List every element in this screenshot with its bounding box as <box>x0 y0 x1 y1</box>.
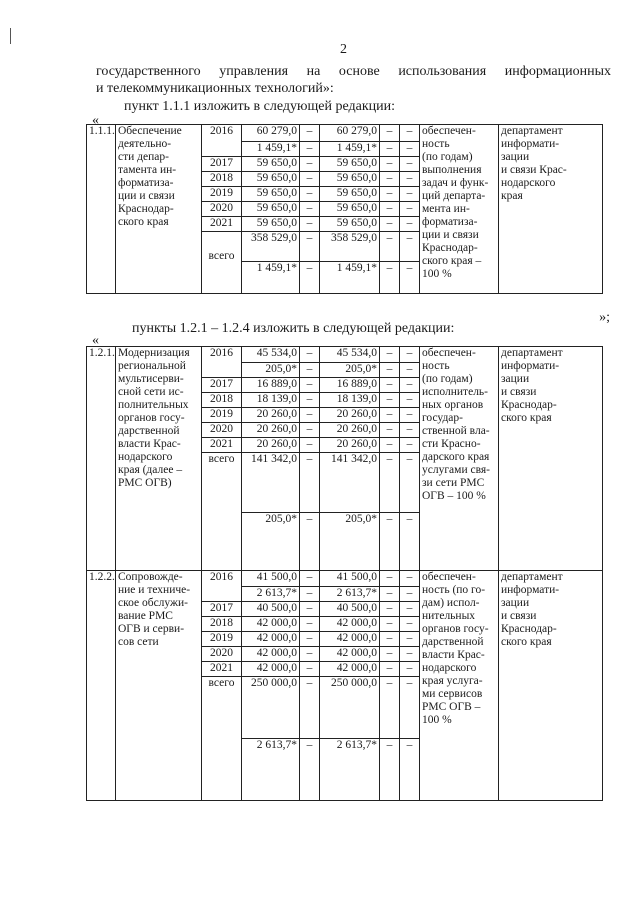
year-cell: 2019 <box>202 187 242 202</box>
dash-cell: – <box>400 587 420 602</box>
amount-regional: 59 650,0 <box>320 172 380 187</box>
total-label: всего <box>202 232 242 294</box>
amount-regional: 20 260,0 <box>320 438 380 453</box>
amount-regional: 42 000,0 <box>320 617 380 632</box>
dash-cell: – <box>380 677 400 739</box>
year-cell: 2021 <box>202 662 242 677</box>
dash-cell: – <box>400 453 420 513</box>
amount-regional: 20 260,0 <box>320 423 380 438</box>
indicator-text: обеспечен- ность (по годам) выполнения задач и функ- ций департа- мента ин- форматиза- ции и связи Краснодар- ского края – 100 % <box>420 125 499 294</box>
amount-total: 205,0* <box>242 363 300 378</box>
dash-cell: – <box>400 423 420 438</box>
dash-cell: – <box>400 232 420 262</box>
dash-cell: – <box>400 393 420 408</box>
dash-cell: – <box>380 217 400 232</box>
dash-cell: – <box>400 513 420 571</box>
year-cell: 2016 <box>202 347 242 378</box>
intro-line-2: и телекоммуникационных технологий»: <box>96 81 334 96</box>
amount-total: 205,0* <box>242 513 300 571</box>
dash-cell: – <box>400 662 420 677</box>
quote-open-2: « <box>92 333 99 348</box>
amount-total: 20 260,0 <box>242 438 300 453</box>
dash-cell: – <box>400 571 420 587</box>
amount-regional: 59 650,0 <box>320 157 380 172</box>
dash-cell: – <box>380 438 400 453</box>
dash-cell: – <box>380 347 400 363</box>
dash-cell: – <box>380 125 400 142</box>
dash-cell: – <box>380 408 400 423</box>
year-cell: 2020 <box>202 423 242 438</box>
dash-cell: – <box>300 438 320 453</box>
amount-regional: 205,0* <box>320 363 380 378</box>
dash-cell: – <box>400 347 420 363</box>
dash-cell: – <box>380 378 400 393</box>
dash-cell: – <box>300 347 320 363</box>
dash-cell: – <box>400 262 420 294</box>
table-points-121-124 <box>86 346 603 801</box>
dash-cell: – <box>380 662 400 677</box>
amount-total: 1 459,1* <box>242 142 300 157</box>
amount-total: 45 534,0 <box>242 347 300 363</box>
dash-cell: – <box>300 587 320 602</box>
dash-cell: – <box>300 393 320 408</box>
dash-cell: – <box>300 602 320 617</box>
year-cell: 2019 <box>202 408 242 423</box>
year-cell: 2021 <box>202 217 242 232</box>
amount-regional: 45 534,0 <box>320 347 380 363</box>
amount-total: 20 260,0 <box>242 408 300 423</box>
dash-cell: – <box>380 647 400 662</box>
dash-cell: – <box>380 571 400 587</box>
year-cell: 2020 <box>202 647 242 662</box>
amount-regional: 59 650,0 <box>320 217 380 232</box>
dash-cell: – <box>400 408 420 423</box>
dash-cell: – <box>300 232 320 262</box>
amount-total: 20 260,0 <box>242 423 300 438</box>
dash-cell: – <box>300 125 320 142</box>
amount-total: 18 139,0 <box>242 393 300 408</box>
dash-cell: – <box>380 157 400 172</box>
dash-cell: – <box>400 677 420 739</box>
dash-cell: – <box>380 363 400 378</box>
dash-cell: – <box>380 739 400 801</box>
dash-cell: – <box>400 142 420 157</box>
amount-regional: 42 000,0 <box>320 662 380 677</box>
dash-cell: – <box>300 187 320 202</box>
amount-total: 2 613,7* <box>242 587 300 602</box>
dash-cell: – <box>300 677 320 739</box>
dash-cell: – <box>300 662 320 677</box>
amount-total: 42 000,0 <box>242 647 300 662</box>
executor-text: департамент информати- зации и связи Крас- нодарского края <box>499 125 603 294</box>
dash-cell: – <box>300 571 320 587</box>
dash-cell: – <box>380 172 400 187</box>
table-point-111 <box>86 124 603 294</box>
dash-cell: – <box>300 647 320 662</box>
amount-total: 59 650,0 <box>242 217 300 232</box>
dash-cell: – <box>300 363 320 378</box>
margin-mark <box>10 28 11 44</box>
amount-regional: 205,0* <box>320 513 380 571</box>
dash-cell: – <box>380 513 400 571</box>
amount-total: 1 459,1* <box>242 262 300 294</box>
amount-regional: 2 613,7* <box>320 739 380 801</box>
year-cell: 2017 <box>202 378 242 393</box>
dash-cell: – <box>400 739 420 801</box>
amount-regional: 358 529,0 <box>320 232 380 262</box>
point-111-instruction: пункт 1.1.1 изложить в следующей редакции: <box>124 99 395 114</box>
amount-regional: 59 650,0 <box>320 202 380 217</box>
dash-cell: – <box>300 423 320 438</box>
item-code: 1.2.1. <box>87 347 116 571</box>
total-label: всего <box>202 453 242 571</box>
total-label: всего <box>202 677 242 801</box>
year-cell: 2018 <box>202 172 242 187</box>
amount-total: 358 529,0 <box>242 232 300 262</box>
points-121-124-instruction: пункты 1.2.1 – 1.2.4 изложить в следующей редакции: <box>132 321 455 336</box>
dash-cell: – <box>380 232 400 262</box>
dash-cell: – <box>300 617 320 632</box>
dash-cell: – <box>300 513 320 571</box>
amount-total: 60 279,0 <box>242 125 300 142</box>
amount-regional: 1 459,1* <box>320 142 380 157</box>
amount-regional: 40 500,0 <box>320 602 380 617</box>
dash-cell: – <box>380 423 400 438</box>
executor-text: департамент информати- зации и связи Краснодар- ского края <box>499 571 603 801</box>
quote-close: »; <box>599 310 610 325</box>
item-code: 1.2.2. <box>87 571 116 801</box>
year-cell: 2020 <box>202 202 242 217</box>
dash-cell: – <box>300 453 320 513</box>
dash-cell: – <box>300 632 320 647</box>
amount-total: 2 613,7* <box>242 739 300 801</box>
amount-regional: 141 342,0 <box>320 453 380 513</box>
dash-cell: – <box>400 363 420 378</box>
amount-regional: 2 613,7* <box>320 587 380 602</box>
item-name: Сопровожде- ние и техниче- ское обслужи- вание РМС ОГВ и серви- сов сети <box>116 571 202 801</box>
dash-cell: – <box>380 393 400 408</box>
amount-regional: 59 650,0 <box>320 187 380 202</box>
amount-total: 59 650,0 <box>242 157 300 172</box>
dash-cell: – <box>380 453 400 513</box>
dash-cell: – <box>300 739 320 801</box>
executor-text: департамент информати- зации и связи Краснодар- ского края <box>499 347 603 571</box>
dash-cell: – <box>380 602 400 617</box>
amount-total: 16 889,0 <box>242 378 300 393</box>
dash-cell: – <box>300 157 320 172</box>
dash-cell: – <box>400 217 420 232</box>
dash-cell: – <box>300 202 320 217</box>
intro-line-1: государственного управления на основе использования информационных <box>96 64 611 79</box>
amount-regional: 250 000,0 <box>320 677 380 739</box>
dash-cell: – <box>400 172 420 187</box>
dash-cell: – <box>400 378 420 393</box>
amount-regional: 41 500,0 <box>320 571 380 587</box>
dash-cell: – <box>300 217 320 232</box>
dash-cell: – <box>300 262 320 294</box>
item-name: Модернизация региональной мультисерви- сной сети ис- полнительных органов госу- дарственной власти Крас- нодарского края (далее – РМС ОГВ) <box>116 347 202 571</box>
item-code: 1.1.1. <box>87 125 116 294</box>
dash-cell: – <box>380 587 400 602</box>
dash-cell: – <box>400 647 420 662</box>
year-cell: 2016 <box>202 125 242 157</box>
amount-regional: 16 889,0 <box>320 378 380 393</box>
dash-cell: – <box>400 632 420 647</box>
year-cell: 2018 <box>202 393 242 408</box>
quote-open-1: « <box>92 113 99 128</box>
amount-regional: 20 260,0 <box>320 408 380 423</box>
year-cell: 2016 <box>202 571 242 602</box>
amount-regional: 60 279,0 <box>320 125 380 142</box>
amount-total: 59 650,0 <box>242 202 300 217</box>
dash-cell: – <box>400 438 420 453</box>
dash-cell: – <box>300 142 320 157</box>
amount-regional: 42 000,0 <box>320 632 380 647</box>
dash-cell: – <box>400 125 420 142</box>
amount-total: 40 500,0 <box>242 602 300 617</box>
amount-regional: 18 139,0 <box>320 393 380 408</box>
dash-cell: – <box>400 617 420 632</box>
dash-cell: – <box>400 602 420 617</box>
amount-total: 250 000,0 <box>242 677 300 739</box>
dash-cell: – <box>300 378 320 393</box>
amount-regional: 42 000,0 <box>320 647 380 662</box>
year-cell: 2018 <box>202 617 242 632</box>
amount-regional: 1 459,1* <box>320 262 380 294</box>
dash-cell: – <box>300 408 320 423</box>
dash-cell: – <box>400 157 420 172</box>
indicator-text: обеспечен- ность (по годам) исполнитель- ных органов государ- ственной вла- сти Красно- дарского края услугами свя- зи сети РМС ОГВ – 100 % <box>420 347 499 571</box>
amount-total: 59 650,0 <box>242 172 300 187</box>
dash-cell: – <box>380 632 400 647</box>
dash-cell: – <box>400 202 420 217</box>
year-cell: 2021 <box>202 438 242 453</box>
amount-total: 42 000,0 <box>242 632 300 647</box>
amount-total: 41 500,0 <box>242 571 300 587</box>
amount-total: 42 000,0 <box>242 617 300 632</box>
dash-cell: – <box>380 617 400 632</box>
indicator-text: обеспечен- ность (по го- дам) испол- нительных органов госу- дарственной власти Крас- нодарского края услуга- ми сервисов РМС ОГВ – 100 % <box>420 571 499 801</box>
page-number: 2 <box>340 42 347 57</box>
dash-cell: – <box>380 262 400 294</box>
year-cell: 2017 <box>202 157 242 172</box>
dash-cell: – <box>380 142 400 157</box>
year-cell: 2017 <box>202 602 242 617</box>
amount-total: 141 342,0 <box>242 453 300 513</box>
item-name: Обеспечение деятельно- сти депар- тамента ин- форматиза- ции и связи Краснодар- ского края <box>116 125 202 294</box>
amount-total: 42 000,0 <box>242 662 300 677</box>
amount-total: 59 650,0 <box>242 187 300 202</box>
dash-cell: – <box>380 202 400 217</box>
dash-cell: – <box>300 172 320 187</box>
dash-cell: – <box>400 187 420 202</box>
dash-cell: – <box>380 187 400 202</box>
year-cell: 2019 <box>202 632 242 647</box>
